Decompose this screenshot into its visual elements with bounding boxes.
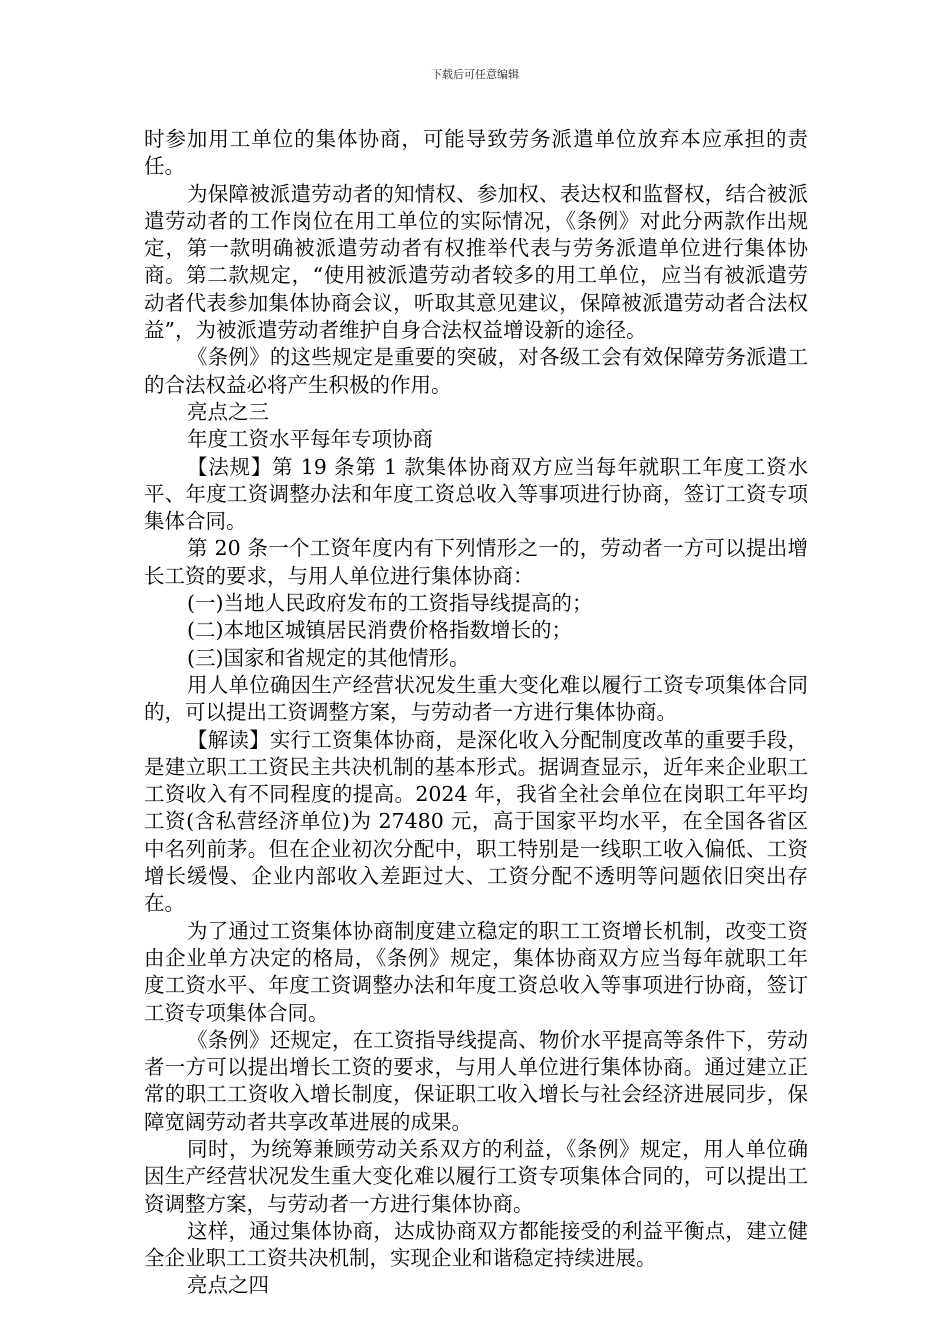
regulation-paragraph: 【法规】第 19 条第 1 款集体协商双方应当每年就职工年度工资水平、年度工资调整办法和年度工资总收入等事项进行协商，签订工资专项集体合同。: [144, 454, 808, 534]
section-heading: 亮点之三: [187, 399, 269, 424]
paragraph: 用人单位确因生产经营状况发生重大变化难以履行工资专项集体合同的，可以提出工资调整方案，与劳动者一方进行集体协商。: [144, 672, 808, 725]
paragraph: 这样，通过集体协商，达成协商双方都能接受的利益平衡点，建立健全企业职工工资共决机制，实现企业和谐稳定持续进展。: [144, 1218, 808, 1271]
interpretation-paragraph: 【解读】实行工资集体协商，是深化收入分配制度改革的重要手段，是建立职工工资民主共决机制的基本形式。据调查显示，近年来企业职工工资收入有不同程度的提高。2024 年，我省全社会单位在岗职工年平均工资(含私营经济单位)为 27480 元，高于国家平均水平，在全国各省区中名列前茅。但在企业初次分配中，职工特别是一线职工收入偏低、工资增长缓慢、企业内部收入差距过大、工资分配不透明等问题依旧突出存在。: [144, 727, 808, 916]
paragraph: 《条例》还规定，在工资指导线提高、物价水平提高等条件下，劳动者一方可以提出增长工资的要求，与用人单位进行集体协商。通过建立正常的职工工资收入增长制度，保证职工收入增长与社会经济进展同步，保障宽阔劳动者共享改革进展的成果。: [144, 1027, 808, 1134]
page-header: 下载后可任意编辑: [431, 68, 519, 81]
paragraph-continuation: 时参加用工单位的集体协商，可能导致劳务派遣单位放弃本应承担的责任。: [144, 127, 808, 179]
document-body: [144, 126, 808, 1300]
section-heading: 亮点之四: [187, 1273, 269, 1298]
list-item: (三)国家和省规定的其他情形。: [187, 645, 470, 670]
paragraph: 同时，为统筹兼顾劳动关系双方的利益，《条例》规定，用人单位确因生产经营状况发生重大变化难以履行工资专项集体合同的，可以提出工资调整方案，与劳动者一方进行集体协商。: [144, 1136, 808, 1216]
list-item: (二)本地区城镇居民消费价格指数增长的；: [187, 618, 572, 643]
paragraph: 《条例》的这些规定是重要的突破，对各级工会有效保障劳务派遣工的合法权益必将产生积极的作用。: [144, 345, 808, 397]
paragraph: 为了通过工资集体协商制度建立稳定的职工工资增长机制，改变工资由企业单方决定的格局，《条例》规定，集体协商双方应当每年就职工年度工资水平、年度工资调整办法和年度工资总收入等事项进行协商，签订工资专项集体合同。: [144, 918, 808, 1025]
section-subheading: 年度工资水平每年专项协商: [187, 427, 433, 452]
regulation-paragraph: 第 20 条一个工资年度内有下列情形之一的，劳动者一方可以提出增长工资的要求，与用人单位进行集体协商：: [144, 536, 808, 588]
paragraph: 为保障被派遣劳动者的知情权、参加权、表达权和监督权，结合被派遣劳动者的工作岗位在用工单位的实际情况，《条例》对此分两款作出规定，第一款明确被派遣劳动者有权推举代表与劳务派遣单位进行集体协商。第二款规定，“使用被派遣劳动者较多的用工单位，应当有被派遣劳动者代表参加集体协商会议，听取其意见建议，保障被派遣劳动者合法权益”，为被派遣劳动者维护自身合法权益增设新的途径。: [144, 181, 808, 343]
list-item: (一)当地人民政府发布的工资指导线提高的；: [187, 591, 593, 616]
